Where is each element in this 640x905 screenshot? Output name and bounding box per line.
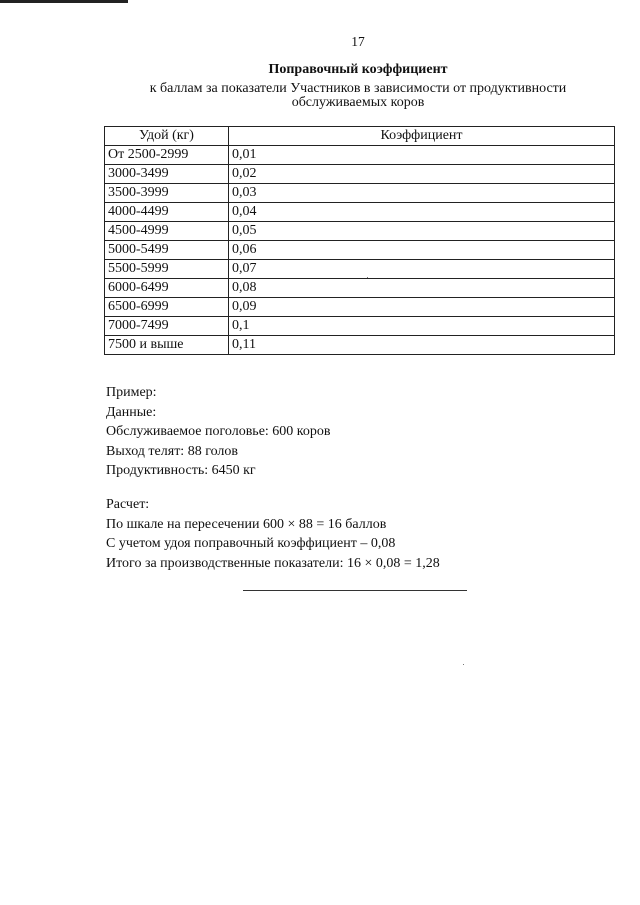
- yield-cell: 5000-5499: [105, 241, 229, 260]
- yield-cell: 5500-5999: [105, 260, 229, 279]
- calculation-heading: Расчет:: [106, 497, 150, 512]
- table-row: [105, 241, 615, 260]
- example-line: Выход телят: 88 голов: [106, 443, 239, 459]
- table-row: [105, 336, 615, 355]
- coefficient-cell: 0,07: [229, 260, 615, 279]
- table-row: [105, 317, 615, 336]
- yield-cell: 7500 и выше: [105, 336, 229, 355]
- table-row: [105, 222, 615, 241]
- calculation-line: По шкале на пересечении 600 × 88 = 16 баллов: [106, 516, 387, 532]
- coefficient-cell: 0,1: [229, 317, 615, 336]
- coefficient-cell: 0,11: [229, 336, 615, 355]
- yield-cell: 4000-4499: [105, 203, 229, 222]
- example-line: Продуктивность: 6450 кг: [106, 463, 256, 478]
- scan-speck: [367, 277, 368, 278]
- calculation-line: С учетом удоя поправочный коэффициент – 0,08: [106, 536, 396, 551]
- calculation-line: Итого за производственные показатели: 16 × 0,08 = 1,28: [106, 555, 440, 571]
- coefficient-cell: 0,05: [229, 222, 615, 241]
- coefficient-table: [104, 126, 615, 355]
- calculation-section: [106, 495, 440, 573]
- table-row: [105, 165, 615, 184]
- table-row: [105, 184, 615, 203]
- yield-cell: 4500-4999: [105, 222, 229, 241]
- coefficient-cell: 0,01: [229, 146, 615, 165]
- coefficient-cell: 0,02: [229, 165, 615, 184]
- coefficient-cell: 0,03: [229, 184, 615, 203]
- page-number: 17: [351, 34, 365, 49]
- coefficient-cell: 0,08: [229, 279, 615, 298]
- table-row: [105, 203, 615, 222]
- coefficient-cell: 0,09: [229, 298, 615, 317]
- table-row: [105, 260, 615, 279]
- coefficient-cell: 0,06: [229, 241, 615, 260]
- closing-rule: [243, 590, 467, 591]
- yield-cell: 6000-6499: [105, 279, 229, 298]
- table-row: [105, 279, 615, 298]
- document-subtitle: [20, 82, 640, 110]
- document-title: Поправочный коэффициент: [268, 62, 448, 77]
- coefficient-cell: 0,04: [229, 203, 615, 222]
- table-row: [105, 298, 615, 317]
- subtitle-line: обслуживаемых коров: [291, 95, 425, 110]
- yield-cell: 7000-7499: [105, 317, 229, 336]
- yield-cell: От 2500-2999: [105, 146, 229, 165]
- example-section: [106, 383, 331, 481]
- subtitle-line: к баллам за показатели Участников в зависимости от продуктивности: [149, 81, 567, 96]
- table-row: [105, 146, 615, 165]
- example-data-label: Данные:: [106, 404, 157, 420]
- column-header-yield: Удой (кг): [105, 127, 229, 146]
- table-header-row: [105, 127, 615, 146]
- scan-edge-rule: [0, 0, 128, 3]
- yield-cell: 6500-6999: [105, 298, 229, 317]
- yield-cell: 3500-3999: [105, 184, 229, 203]
- scan-speck: [463, 664, 464, 665]
- column-header-coefficient: Коэффициент: [229, 127, 615, 146]
- example-heading: Пример:: [106, 385, 157, 400]
- example-line: Обслуживаемое поголовье: 600 коров: [106, 424, 331, 439]
- yield-cell: 3000-3499: [105, 165, 229, 184]
